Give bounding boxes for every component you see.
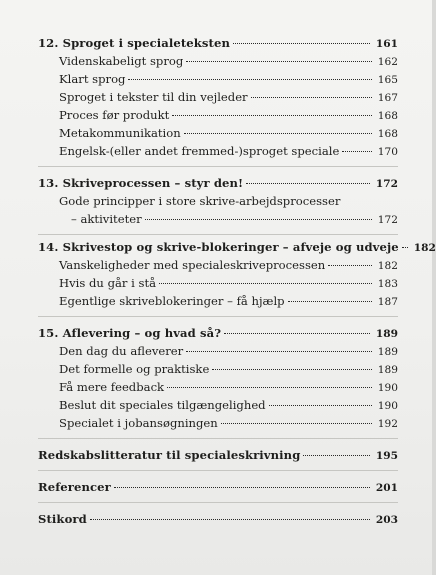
toc-backmatter-references bbox=[38, 478, 398, 496]
dot-leader bbox=[288, 301, 372, 302]
dot-leader bbox=[342, 151, 371, 152]
chapter-title-text: Skriveprocessen – styr den! bbox=[62, 176, 244, 190]
page-number: 183 bbox=[377, 278, 398, 290]
toc-entry bbox=[38, 378, 398, 396]
page-number: 203 bbox=[375, 514, 398, 526]
dot-leader bbox=[167, 387, 372, 388]
chapter-title-text: Sproget i specialeteksten bbox=[62, 36, 230, 50]
page-number: 172 bbox=[377, 214, 398, 226]
page-number: 189 bbox=[377, 364, 398, 376]
backmatter-title: Stikord bbox=[38, 512, 87, 526]
dot-leader bbox=[159, 283, 372, 284]
toc-entry bbox=[38, 292, 398, 310]
page-number: 172 bbox=[375, 178, 398, 190]
page-number: 168 bbox=[377, 128, 398, 140]
section-divider bbox=[38, 166, 398, 167]
toc-entry bbox=[38, 414, 398, 432]
entry-label: Specialet i jobansøgningen bbox=[59, 416, 218, 430]
dot-leader bbox=[114, 487, 370, 488]
toc-chapter-15 bbox=[38, 324, 398, 342]
toc-chapter-12 bbox=[38, 34, 398, 52]
toc-entry bbox=[38, 342, 398, 360]
dot-leader bbox=[246, 183, 370, 184]
dot-leader bbox=[184, 133, 372, 134]
dot-leader bbox=[251, 97, 372, 98]
toc-entry bbox=[38, 274, 398, 292]
dot-leader bbox=[212, 369, 371, 370]
entry-label: Gode principper i store skrive-arbejdsprocesser bbox=[59, 194, 341, 208]
page-number: 162 bbox=[377, 56, 398, 68]
dot-leader bbox=[172, 115, 371, 116]
chapter-title bbox=[38, 34, 230, 52]
page-number: 201 bbox=[375, 482, 398, 494]
toc-entry bbox=[38, 70, 398, 88]
page-number: 182 bbox=[377, 260, 398, 272]
entry-label: Det formelle og praktiske bbox=[59, 362, 210, 376]
page-number: 170 bbox=[377, 146, 398, 158]
toc-backmatter-tools bbox=[38, 446, 398, 464]
chapter-title bbox=[38, 174, 243, 192]
section-divider bbox=[38, 234, 398, 235]
page-number: 187 bbox=[377, 296, 398, 308]
entry-label: Hvis du går i stå bbox=[59, 276, 157, 290]
page-number: 168 bbox=[377, 110, 398, 122]
chapter-number: 12. bbox=[38, 36, 59, 50]
entry-label: Sproget i tekster til din vejleder bbox=[59, 90, 248, 104]
entry-label: Vanskeligheder med specialeskriveprocessen bbox=[59, 258, 326, 272]
toc-backmatter-index bbox=[38, 510, 398, 528]
toc-entry bbox=[38, 256, 398, 274]
page-number: 167 bbox=[377, 92, 398, 104]
entry-label: Klart sprog bbox=[59, 72, 126, 86]
toc-chapter-14 bbox=[38, 238, 436, 256]
section-divider bbox=[38, 438, 398, 439]
toc-entry bbox=[38, 360, 398, 378]
dot-leader bbox=[303, 455, 369, 456]
chapter-number: 14. bbox=[38, 240, 59, 254]
dot-leader bbox=[221, 423, 372, 424]
dot-leader bbox=[186, 351, 372, 352]
toc-entry bbox=[38, 210, 398, 228]
backmatter-title: Referencer bbox=[38, 480, 111, 494]
chapter-number: 15. bbox=[38, 326, 59, 340]
toc-entry-first-line bbox=[38, 192, 398, 210]
page-number: 189 bbox=[375, 328, 398, 340]
entry-label-continued: – aktiviteter bbox=[71, 212, 142, 226]
dot-leader bbox=[145, 219, 372, 220]
backmatter-title: Redskabslitteratur til specialeskrivning bbox=[38, 448, 301, 462]
entry-label: Proces før produkt bbox=[59, 108, 170, 122]
section-divider bbox=[38, 316, 398, 317]
entry-label: Egentlige skriveblokeringer – få hjælp bbox=[59, 294, 285, 308]
page-number: 161 bbox=[375, 38, 398, 50]
chapter-title-text: Skrivestop og skrive-blokeringer – afveje og udveje bbox=[62, 240, 399, 254]
dot-leader bbox=[402, 247, 408, 248]
toc-entry bbox=[38, 88, 398, 106]
toc-entry bbox=[38, 142, 398, 160]
page-number: 189 bbox=[377, 346, 398, 358]
section-divider bbox=[38, 470, 398, 471]
chapter-title bbox=[38, 324, 221, 342]
chapter-number: 13. bbox=[38, 176, 59, 190]
toc-entry bbox=[38, 124, 398, 142]
page-number: 165 bbox=[377, 74, 398, 86]
dot-leader bbox=[128, 79, 371, 80]
dot-leader bbox=[90, 519, 370, 520]
page-number: 190 bbox=[377, 382, 398, 394]
chapter-title-text: Aflevering – og hvad så? bbox=[62, 326, 222, 340]
chapter-title bbox=[38, 238, 399, 256]
section-divider bbox=[38, 502, 398, 503]
dot-leader bbox=[328, 265, 372, 266]
toc-chapter-13 bbox=[38, 174, 398, 192]
entry-label: Metakommunikation bbox=[59, 126, 181, 140]
toc-entry bbox=[38, 52, 398, 70]
entry-label: Beslut dit speciales tilgængelighed bbox=[59, 398, 266, 412]
dot-leader bbox=[186, 61, 371, 62]
page-number: 195 bbox=[375, 450, 398, 462]
page-number: 192 bbox=[377, 418, 398, 430]
page-number: 182 bbox=[413, 242, 436, 254]
dot-leader bbox=[269, 405, 372, 406]
entry-label: Den dag du afleverer bbox=[59, 344, 184, 358]
toc-entry bbox=[38, 396, 398, 414]
toc-entry bbox=[38, 106, 398, 124]
dot-leader bbox=[233, 43, 370, 44]
entry-label: Få mere feedback bbox=[59, 380, 165, 394]
entry-label: Engelsk-(eller andet fremmed-)sproget speciale bbox=[59, 144, 340, 158]
page-number: 190 bbox=[377, 400, 398, 412]
entry-label: Videnskabeligt sprog bbox=[59, 54, 184, 68]
dot-leader bbox=[224, 333, 370, 334]
